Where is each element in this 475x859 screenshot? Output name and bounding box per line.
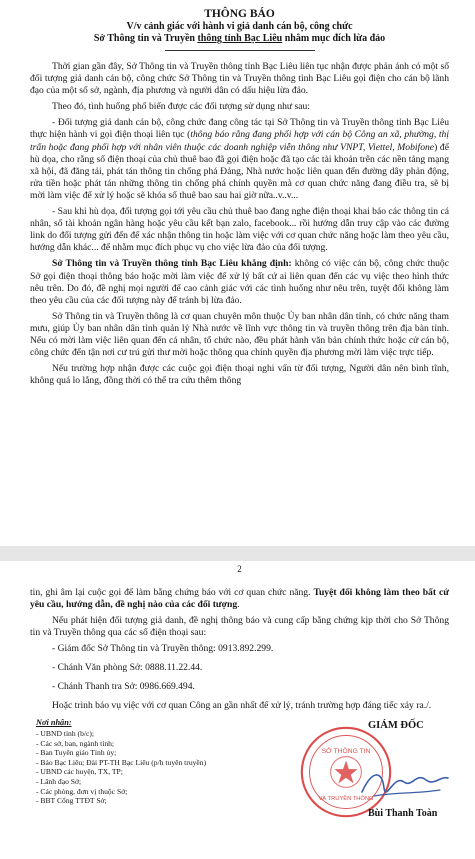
- signer-name: Bùi Thanh Toàn: [368, 808, 438, 820]
- recipient-item: - BBT Cổng TTĐT Sở;: [36, 796, 107, 806]
- contact-inspector-chief: - Chánh Thanh tra Sở: 0986.669.494.: [52, 681, 195, 693]
- recipient-item: - Báo Bạc Liêu; Đài PT-TH Bạc Liêu (p/h tuyên truyền): [36, 757, 207, 767]
- recipient-item: - UBND tỉnh (b/c);: [36, 729, 94, 739]
- paragraph-police: Hoặc trình báo vụ việc với cơ quan Công an gần nhất để xử lý, tránh trường hợp đáng tiếc xảy ra./.: [52, 700, 432, 712]
- signer-title: GIÁM ĐỐC: [368, 720, 424, 732]
- contact-office-chief: - Chánh Văn phòng Sở: 0888.11.22.44.: [52, 662, 203, 674]
- recipient-item: - UBND các huyện, TX, TP;: [36, 767, 123, 777]
- document-subtitle-line1: V/v cảnh giác với hành vi giả danh cán bộ, công chức: [126, 21, 353, 32]
- signature-block: [298, 718, 458, 828]
- paragraph-advice-continued: tin, ghi âm lại cuộc gọi để làm bằng chứng báo với cơ quan chức năng. Tuyệt đối không làm theo bất cứ yêu cầu, hướng dẫn, đề nghị nào của các đối tượng.: [30, 587, 449, 611]
- page-number: 2: [237, 564, 242, 574]
- svg-text:VÀ TRUYỀN THÔNG: VÀ TRUYỀN THÔNG: [318, 796, 374, 803]
- document-subtitle-line2: Sở Thông tin và Truyền thông tỉnh Bạc Liêu nhằm mục đích lừa đảo: [93, 33, 386, 44]
- paragraph-affirmation: Sở Thông tin và Truyền thông tỉnh Bạc Liêu khẳng định: không có việc cán bộ, công chức thuộc Sở gọi điện thoại thông báo hoặc mời làm việc để xử lý bất cứ ai liên quan đến các vụ việc theo hình thức nêu trên. Do đó, đề nghị mọi người để cao cảnh giác với các tình huống như nêu trên, tuyệt đối không làm theo yêu cầu của các đối tượng này để tránh bị lừa đảo.: [30, 258, 449, 306]
- paragraph-role: Sở Thông tin và Truyền thông là cơ quan chuyên môn thuộc Ủy ban nhân dân tỉnh, có chức năng tham mưu, giúp Ủy ban nhân dân tỉnh quản lý Nhà nước về lĩnh vực thông tin và truyền thông trên địa bàn tỉnh. Nếu có mời làm việc liên quan đến cá nhân, tổ chức nào, đều phát hành văn bản chính thức hoặc cử cán bộ, công chức đến tận nơi cư trú gửi thư mời hoặc thông qua chính quyền địa phương mời làm việc trực tiếp.: [30, 310, 449, 359]
- recipient-item: - Các sở, ban, ngành tỉnh;: [36, 738, 115, 748]
- footer-block: [30, 718, 449, 828]
- title-divider: [165, 50, 315, 51]
- paragraph-scenario-2: - Sau khi hù dọa, đối tượng gọi tới yêu cầu chủ thuê bao đang nghe điện thoại khai báo các thông tin cá nhân, số tài khoản ngân hàng hoặc yêu cầu kết bạn zalo, facebook... rồi hướng dẫn truy cập vào các đường link do đối tượng gửi đến để xác nhận thông tin hoặc làm việc với cơ quan chức năng hoặc làm theo yêu cầu, hướng dẫn khác... để nhằm mục đích phục vụ cho việc lừa đảo của đối tượng.: [30, 206, 449, 254]
- recipient-item: - Các phòng, đơn vị thuộc Sở;: [36, 786, 128, 796]
- svg-text:SỞ THÔNG TIN: SỞ THÔNG TIN: [321, 748, 371, 756]
- contact-director: - Giám đốc Sở Thông tin và Truyền thông: 0913.892.299.: [52, 643, 274, 655]
- recipients-heading: Nơi nhận:: [36, 718, 72, 728]
- recipient-item: - Ban Tuyên giáo Tỉnh ủy;: [36, 748, 117, 758]
- paragraph-situation: Theo đó, tình huống phổ biến được các đối tượng sử dụng như sau:: [52, 101, 310, 113]
- page-gap: [0, 546, 475, 561]
- recipient-item: - Lãnh đạo Sở;: [36, 777, 82, 787]
- recipients-list: [36, 718, 276, 805]
- document-page-2: [0, 561, 475, 859]
- paragraph-advice: Nếu trường hợp nhận được các cuộc gọi điện thoại nghi vấn từ đối tượng, Người dân nên bình tĩnh, không quá lo lắng, đồng thời có thể tra cứu thêm thông: [30, 363, 449, 387]
- paragraph-scenario-1: - Đối tượng giả danh cán bộ, công chức đang công tác tại Sở Thông tin và Truyền thông tỉnh Bạc Liêu thực hiện hành vi gọi điện thoại liên tục (thông báo rằng đang phối hợp với cán bộ Công an xã, phường, thị trấn hoặc đang phối hợp với nhân viên thuộc các doanh nghiệp viễn thông như VNPT, Viettel, Mobifone) để hù dọa, cho rằng số điện thoại của chủ thuê bao đã gọi điện hoặc đã tạo các tài khoản trên các nền tảng mạng xã hội, đã đăng tải, phát tán thông tin chống phá Đảng, Nhà nước hoặc liên quan đến đường dây phản động, rửa tiền hoặc phát tán những thông tin chống phá chính quyền mà cơ quan chức năng đang điều tra, sẽ bị mời làm việc để xử lý hoặc sẽ khóa số thuê bao sau hai giờ nữa..v..v...: [30, 117, 449, 201]
- paragraph-report: Nếu phát hiện đối tượng giả danh, đề nghị thông báo và cung cấp bằng chứng kịp thời cho Sở Thông tin và Truyền thông qua các số điện thoại sau:: [30, 615, 449, 639]
- document-title: THÔNG BÁO: [204, 8, 275, 20]
- handwritten-signature: [354, 762, 454, 806]
- paragraph-intro: Thời gian gần đây, Sở Thông tin và Truyền thông tỉnh Bạc Liêu liên tục nhận được phản ánh có một số đối tượng giả danh cán bộ, công chức Sở Thông tin và Truyền thông tỉnh Bạc Liêu gọi điện cho cán bộ lãnh đạo của một số sở, ngành, địa phương và người dân có dấu hiệu lừa đảo.: [30, 61, 449, 97]
